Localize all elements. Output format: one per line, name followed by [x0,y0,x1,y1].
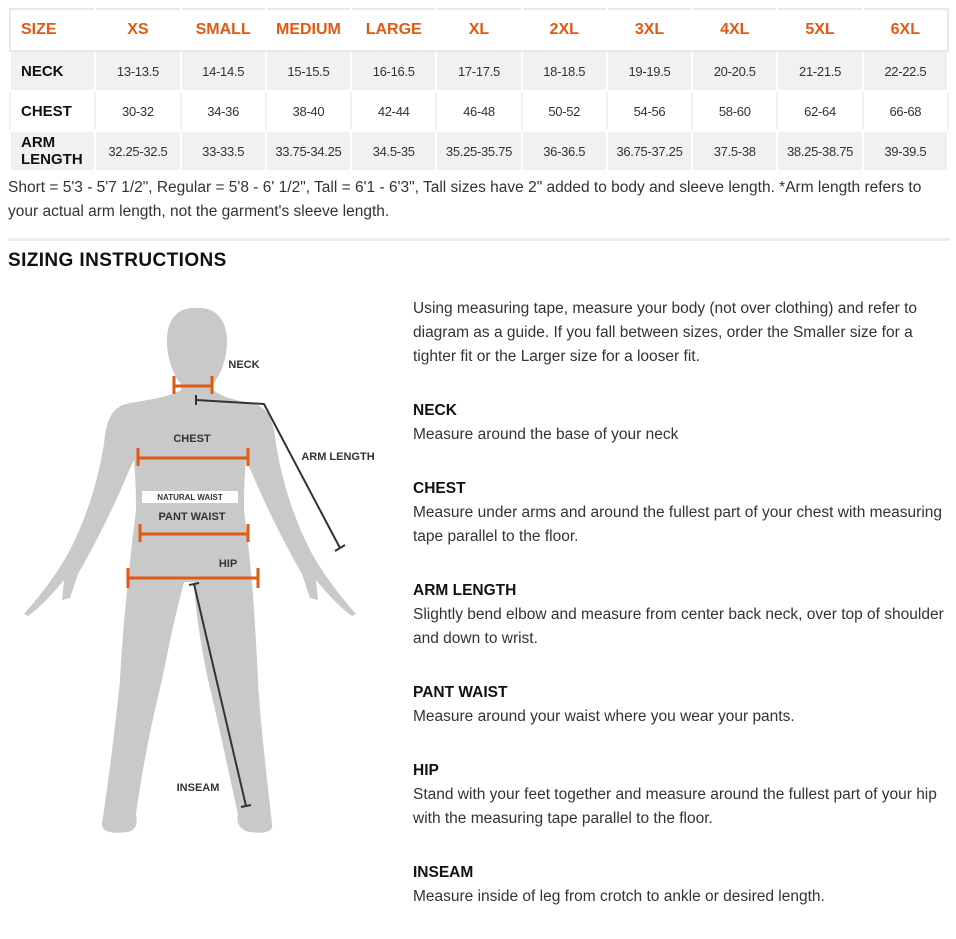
size-header-cell: 4XL [692,9,777,51]
label-natural-waist: NATURAL WAIST [157,493,223,502]
table-cell: 36.75-37.25 [607,131,692,171]
table-row-neck [10,51,948,91]
label-neck: NECK [228,359,260,371]
table-cell: 22-22.5 [863,51,948,91]
label-hip: HIP [218,558,238,570]
label-pant-waist: PANT WAIST [158,511,226,523]
instruction-text: Measure inside of leg from crotch to ankle or desired length. [413,888,825,905]
size-header-cell: 3XL [607,9,692,51]
sizing-instructions [413,297,953,939]
size-header-cell: XL [436,9,521,51]
table-cell: 42-44 [351,91,436,131]
instruction-text: Measure around your waist where you wear your pants. [413,708,795,725]
instruction-text: Slightly bend elbow and measure from center back neck, over top of shoulder and down to wrist. [413,606,944,647]
table-row-arm-length [10,131,948,171]
size-note: Short = 5'3 - 5'7 1/2", Regular = 5'8 - 6' 1/2", Tall = 6'1 - 6'3", Tall sizes have 2" added to body and sleeve length. *Arm length refers to your actual arm length, not the garment's sleeve length. [8,179,922,220]
table-cell: 17-17.5 [436,51,521,91]
instruction-arm-length [413,579,953,651]
instruction-text: Stand with your feet together and measure around the fullest part of your hip with the measuring tape parallel to the floor. [413,786,937,827]
instruction-hip [413,759,953,831]
table-cell: 21-21.5 [777,51,862,91]
table-cell: 58-60 [692,91,777,131]
instruction-chest [413,477,953,549]
size-header-cell: LARGE [351,9,436,51]
table-cell: 46-48 [436,91,521,131]
table-cell: 54-56 [607,91,692,131]
body-measurement-diagram [18,300,378,840]
label-inseam: INSEAM [176,782,220,794]
table-cell: 62-64 [777,91,862,131]
instruction-title: PANT WAIST [413,684,508,701]
table-cell: 34-36 [181,91,266,131]
size-header-cell: XS [95,9,180,51]
size-chart-table [9,8,949,172]
table-cell: 30-32 [95,91,180,131]
table-row-chest [10,91,948,131]
table-cell: 66-68 [863,91,948,131]
instruction-neck [413,399,953,447]
instruction-title: NECK [413,402,457,419]
instruction-text: Measure under arms and around the fullest part of your chest with measuring tape parallel to the floor. [413,504,942,545]
table-cell: 32.25-32.5 [95,131,180,171]
table-cell: 13-13.5 [95,51,180,91]
instruction-text: Measure around the base of your neck [413,426,679,443]
table-cell: 15-15.5 [266,51,351,91]
label-arm-length: ARM LENGTH [301,451,375,463]
table-cell: 34.5-35 [351,131,436,171]
table-cell: 38-40 [266,91,351,131]
instruction-title: HIP [413,762,439,779]
table-cell: 18-18.5 [522,51,607,91]
section-divider [8,238,950,241]
instructions-intro: Using measuring tape, measure your body (not over clothing) and refer to diagram as a guide. If you fall between sizes, order the Smaller size for a tighter fit or the Larger size for a looser fit. [413,300,918,365]
table-cell: 33.75-34.25 [266,131,351,171]
size-header-cell: 5XL [777,9,862,51]
size-header-cell: 2XL [522,9,607,51]
table-cell: 20-20.5 [692,51,777,91]
table-cell: 37.5-38 [692,131,777,171]
size-header-cell: SMALL [181,9,266,51]
row-label: ARM LENGTH [10,131,95,171]
instruction-title: INSEAM [413,864,474,881]
table-cell: 14-14.5 [181,51,266,91]
table-cell: 16-16.5 [351,51,436,91]
instruction-pant-waist [413,681,953,729]
table-cell: 33-33.5 [181,131,266,171]
instruction-inseam [413,861,953,909]
section-title: SIZING INSTRUCTIONS [8,250,227,271]
size-header-row [10,9,948,51]
row-label: NECK [10,51,95,91]
size-header-cell: MEDIUM [266,9,351,51]
table-cell: 50-52 [522,91,607,131]
table-cell: 39-39.5 [863,131,948,171]
table-cell: 35.25-35.75 [436,131,521,171]
body-figure-svg [18,300,378,840]
table-cell: 36-36.5 [522,131,607,171]
size-header-cell: 6XL [863,9,948,51]
table-cell: 38.25-38.75 [777,131,862,171]
instruction-title: CHEST [413,480,466,497]
label-chest: CHEST [173,433,211,445]
size-header-cell: SIZE [10,9,95,51]
instruction-title: ARM LENGTH [413,582,517,599]
table-cell: 19-19.5 [607,51,692,91]
row-label: CHEST [10,91,95,131]
